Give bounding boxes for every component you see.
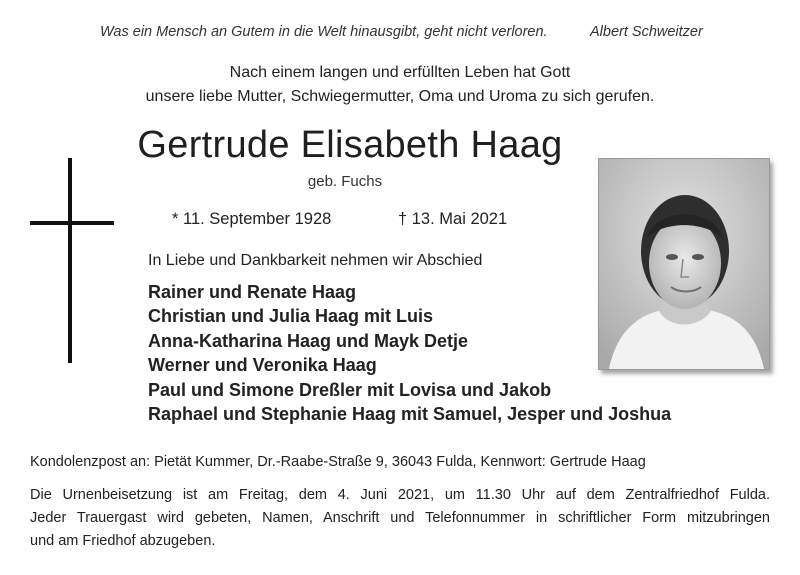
intro-line-1: Nach einem langen und erfüllten Leben hat Gott (229, 64, 571, 81)
cross-vertical-bar (68, 158, 72, 363)
family-member: Raphael und Stephanie Haag mit Samuel, Jesper und Joshua (148, 403, 672, 424)
family-list (148, 280, 671, 426)
funeral-info-line-3: und am Friedhof abzugeben. (30, 533, 216, 549)
maiden-name: geb. Fuchs (307, 173, 383, 190)
farewell-text: In Liebe und Dankbarkeit nehmen wir Abschied (148, 252, 483, 269)
family-member: Anna-Katharina Haag und Mayk Detje (148, 330, 469, 351)
deceased-name: Gertrude Elisabeth Haag (137, 124, 563, 166)
family-member: Paul und Simone Dreßler mit Lovisa und Jakob (148, 379, 552, 400)
family-member: Christian und Julia Haag mit Luis (148, 306, 434, 327)
death-date: † 13. Mai 2021 (398, 210, 508, 228)
family-member: Rainer und Renate Haag (148, 282, 357, 302)
funeral-info-line-2: Jeder Trauergast wird gebeten, Namen, Anschrift und Telefonnummer in schriftlicher Form mitzubringen (30, 510, 770, 526)
condolence-address: Kondolenzpost an: Pietät Kummer, Dr.-Raabe-Straße 9, 36043 Fulda, Kennwort: Gertrude Haag (30, 454, 646, 470)
birth-date: * 11. September 1928 (172, 210, 332, 228)
quote-text: Was ein Mensch an Gutem in die Welt hinausgibt, geht nicht verloren. (100, 24, 548, 40)
intro-line-2: unsere liebe Mutter, Schwiegermutter, Oma und Uroma zu sich gerufen. (145, 88, 655, 105)
cross-horizontal-bar (30, 221, 114, 225)
funeral-info-line-1: Die Urnenbeisetzung ist am Freitag, dem 4. Juni 2021, um 11.30 Uhr auf dem Zentralfriedhof Fulda. (30, 487, 770, 503)
portrait-photo (598, 158, 770, 370)
family-member: Werner und Veronika Haag (148, 355, 377, 376)
quote-author: Albert Schweitzer (590, 24, 703, 40)
portrait-illustration (599, 159, 769, 369)
